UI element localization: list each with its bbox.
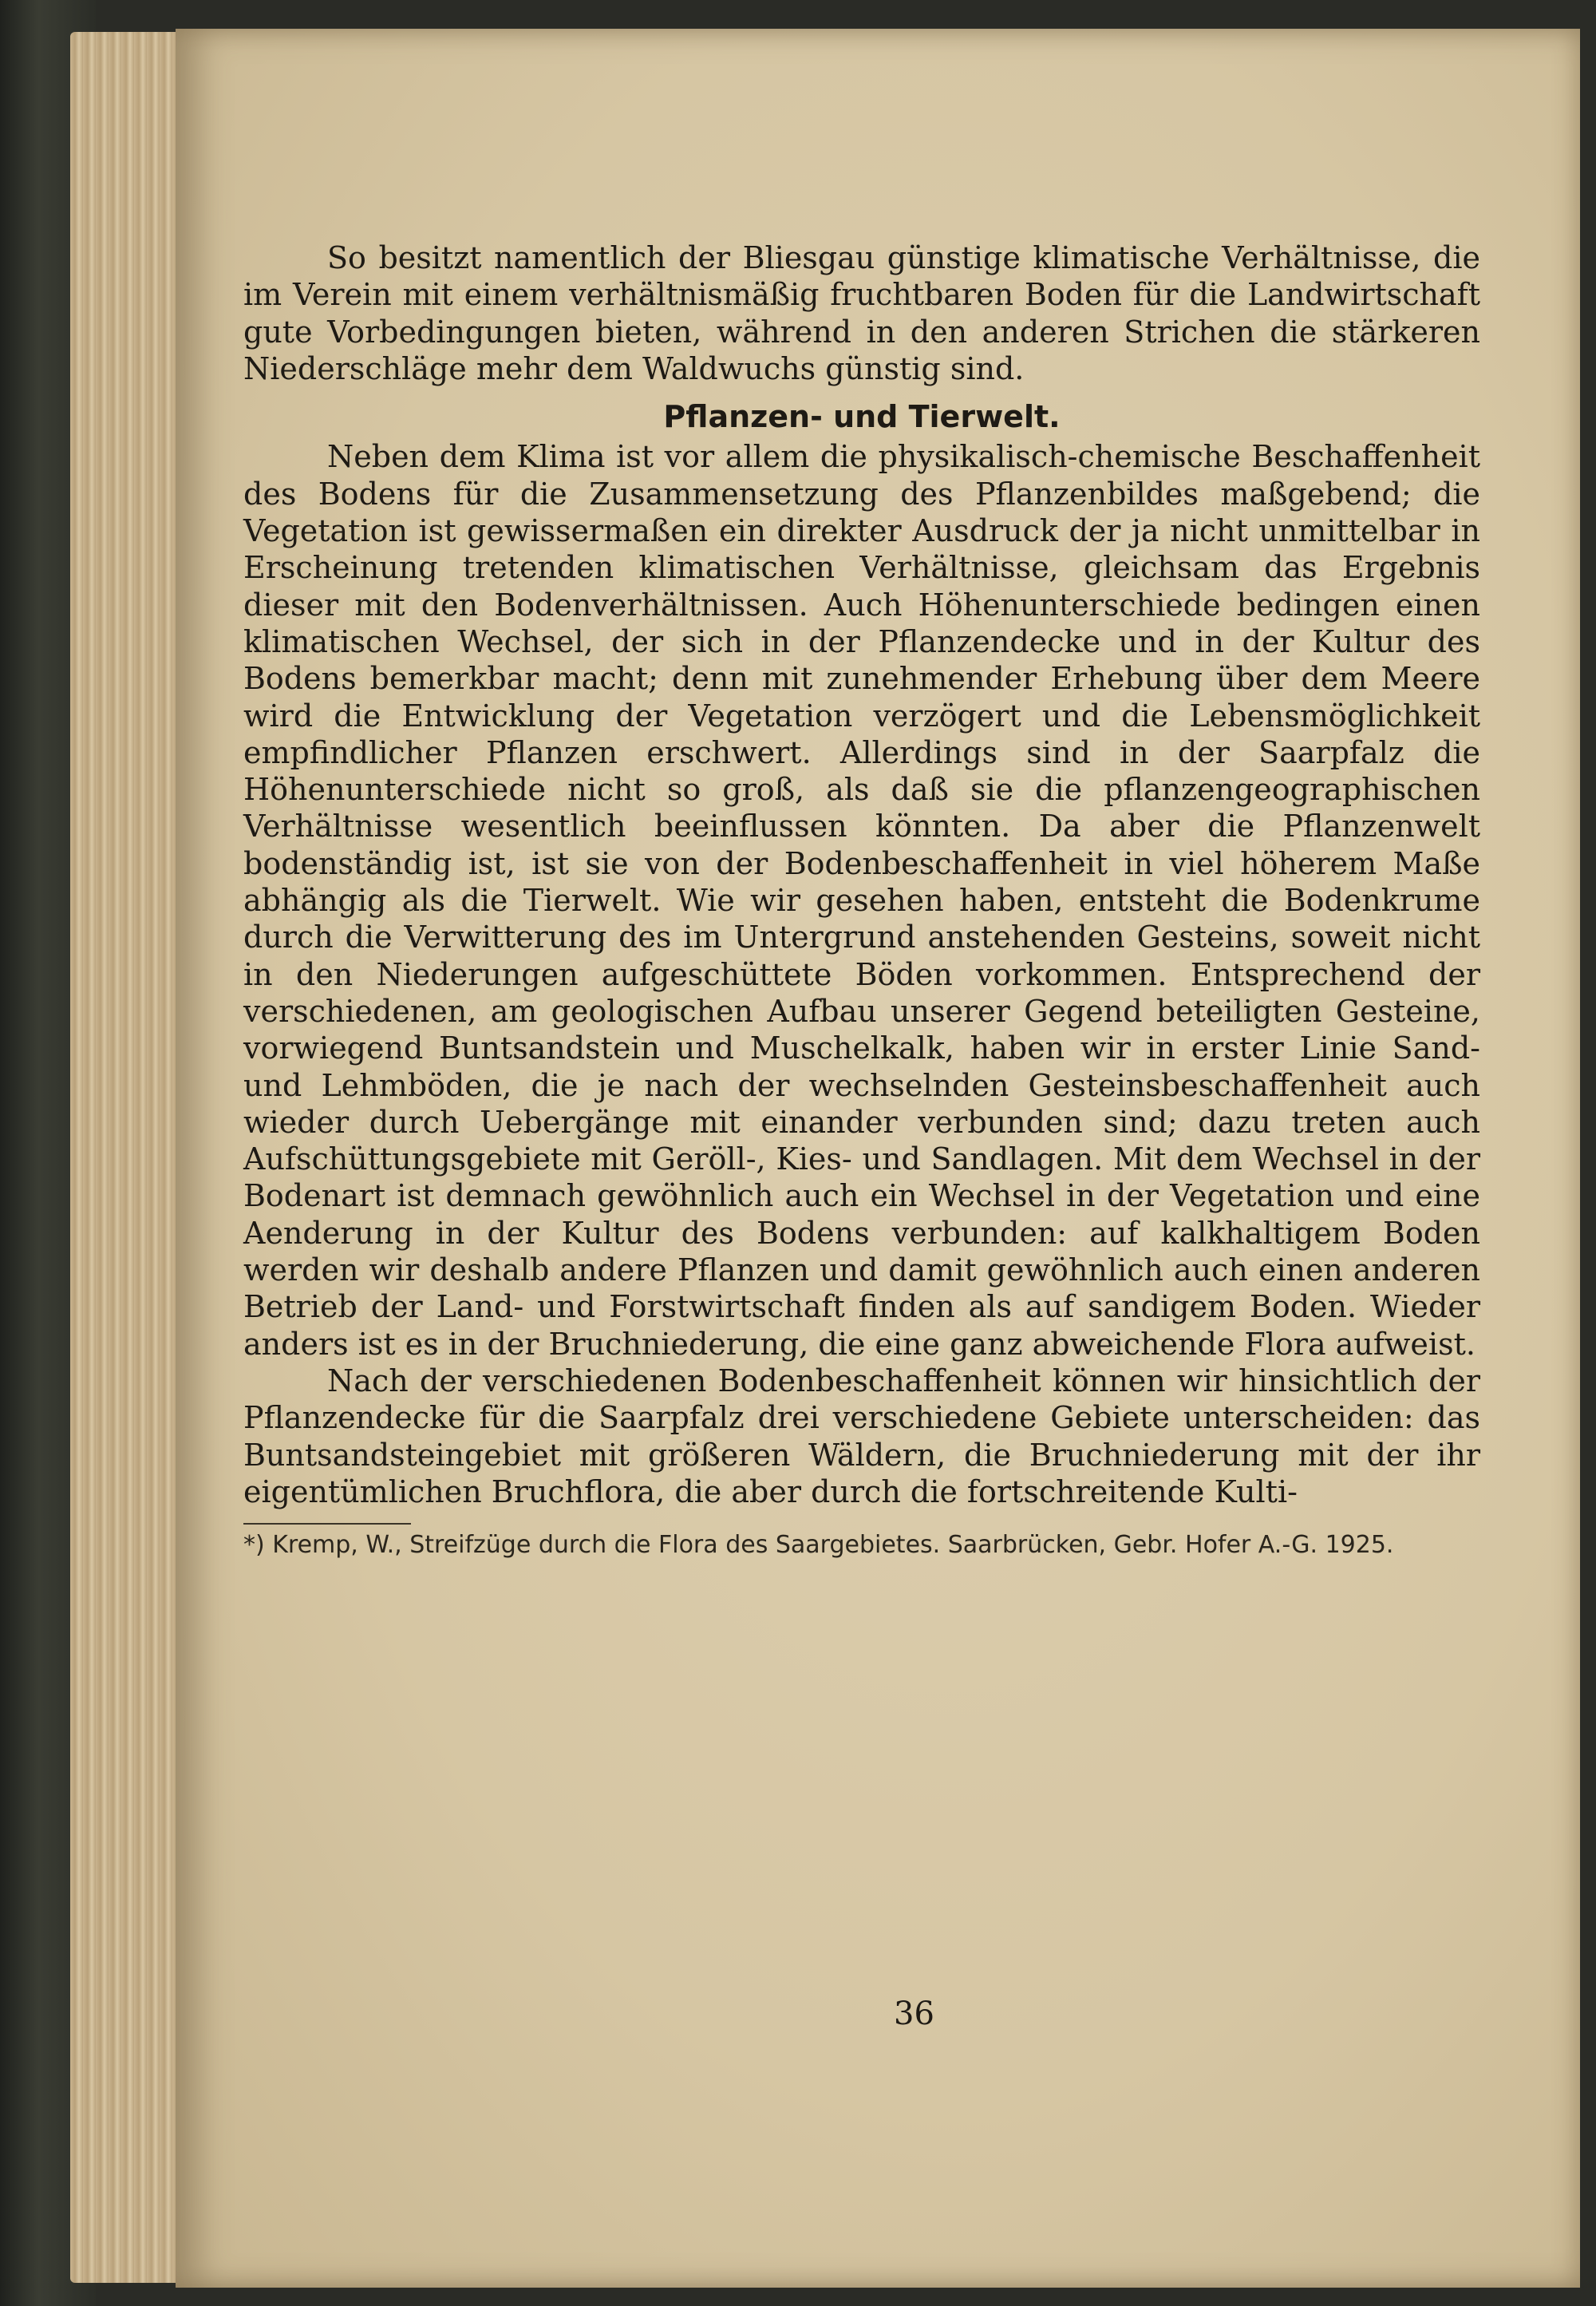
- paragraph-2: Neben dem Klima ist vor allem die physikalisch-chemische Beschaffenheit des Bodens für die Zusammensetzung des Pflanzenbildes maßgebend; die Vegetation ist gewissermaßen ein direkter Ausdruck der ja nicht unmittelbar in Erscheinung tretenden klimatischen Verhältnisse, gleichsam das Ergebnis dieser mit den Bodenverhältnissen. Auch Höhenunterschiede bedingen einen klimatischen Wechsel, der sich in der Pflanzendecke und in der Kultur des Bodens bemerkbar macht; denn mit zunehmender Erhebung über dem Meere wird die Entwicklung der Vegetation verzögert und die Lebensmöglichkeit empfindlicher Pflanzen erschwert. Allerdings sind in der Saarpfalz die Höhenunterschiede nicht so groß, als daß sie die pflanzengeographischen Verhältnisse wesentlich beeinflussen könnten. Da aber die Pflanzenwelt bodenständig ist, ist sie von der Bodenbeschaffenheit in viel höherem Maße abhängig als die Tierwelt. Wie wir gesehen haben, entsteht die Bodenkrume durch die Verwitterung des im Untergrund anstehenden Gesteins, soweit nicht in den Niederungen aufgeschüttete Böden vorkommen. Entsprechend der verschiedenen, am geologischen Aufbau unserer Gegend beteiligten Gesteine, vorwiegend Buntsandstein und Muschelkalk, haben wir in erster Linie Sand- und Lehmböden, die je nach der wechselnden Gesteinsbeschaffenheit auch wieder durch Uebergänge mit einander verbunden sind; dazu treten auch Aufschüttungsgebiete mit Geröll-, Kies- und Sandlagen. Mit dem Wechsel in der Bodenart ist demnach gewöhnlich auch ein Wechsel in der Vegetation und eine Aenderung in der Kultur des Bodens verbunden: auf kalkhaltigem Boden werden wir deshalb andere Pflanzen und damit gewöhnlich auch einen anderen Betrieb der Land- und Forstwirtschaft finden als auf sandigem Boden. Wieder anders ist es in der Bruchniederung, die eine ganz abweichende Flora aufweist.: [243, 439, 1480, 1362]
- section-heading: Pflanzen- und Tierwelt.: [663, 399, 1061, 435]
- paragraph-3: Nach der verschiedenen Bodenbeschaffenheit können wir hinsichtlich der Pflanzendecke für die Saarpfalz drei verschiedene Gebiete unterscheiden: das Buntsandsteingebiet mit größeren Wäldern, die Bruchniederung mit der ihr eigentümlichen Bruchflora, die aber durch die fortschreitende Kulti-: [243, 1363, 1480, 1509]
- page-text: [243, 239, 1480, 1561]
- footnote: *) Kremp, W., Streifzüge durch die Flora des Saargebietes. Saarbrücken, Gebr. Hofer A.-G. 1925.: [243, 1531, 1394, 1560]
- page-number: 36: [894, 1996, 934, 2032]
- footnote-divider: [243, 1523, 411, 1525]
- paragraph-1: So besitzt namentlich der Bliesgau günstige klimatische Verhältnisse, die im Verein mit einem verhältnismäßig fruchtbaren Boden für die Landwirtschaft gute Vorbedingungen bieten, während in den anderen Strichen die stärkeren Niederschläge mehr dem Waldwuchs günstig sind.: [243, 240, 1480, 386]
- page-edges: [70, 32, 190, 2283]
